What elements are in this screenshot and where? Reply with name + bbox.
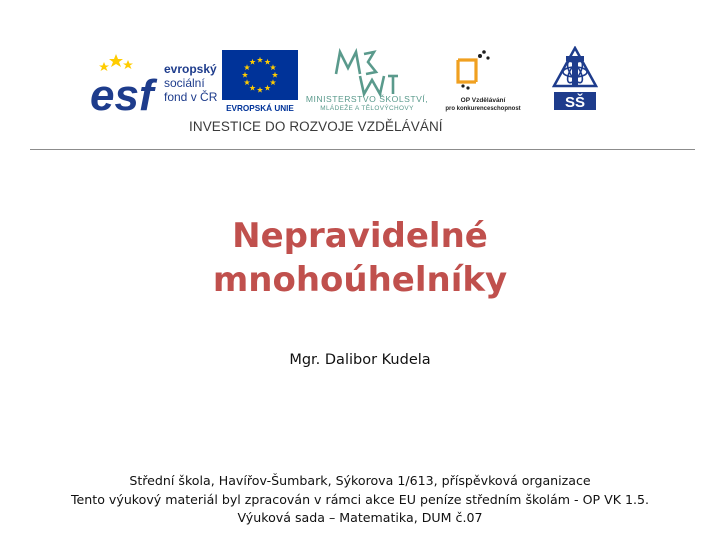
msmt-logo xyxy=(302,46,432,112)
op-line-1: OP Vzdělávání xyxy=(460,97,506,104)
esf-logo xyxy=(88,50,218,114)
op-line-2: pro konkurenceschopnost xyxy=(445,106,521,112)
footer-line-2: Tento výukový materiál byl zpracován v rámci akce EU peníze středním školám - OP VK 1.5. xyxy=(70,491,650,507)
eu-flag-logo xyxy=(222,50,298,114)
school-label: SŠ xyxy=(564,94,586,111)
msmt-line-1: MINISTERSTVO ŠKOLSTVÍ, xyxy=(305,94,429,104)
header-divider xyxy=(30,149,695,150)
esf-line-1: evropský xyxy=(164,62,217,76)
footer-line-1: Střední škola, Havířov-Šumbark, Sýkorova 1/613, příspěvková organizace xyxy=(129,473,591,488)
op-logo xyxy=(438,48,528,114)
slide-title-line-2: mnohoúhelníky xyxy=(212,260,508,300)
slide-title-line-1: Nepravidelné xyxy=(232,216,488,256)
logo-bar xyxy=(0,0,720,150)
funding-caption: INVESTICE DO ROZVOJE VZDĚLÁVÁNÍ xyxy=(189,119,443,134)
eu-label: EVROPSKÁ UNIE xyxy=(226,104,294,113)
footer-line-3: Výuková sada – Matematika, DUM č.07 xyxy=(237,510,483,525)
slide-title xyxy=(0,214,720,302)
svg-text:esf: esf xyxy=(90,71,154,114)
footer-text xyxy=(0,472,720,528)
author-name: Mgr. Dalibor Kudela xyxy=(289,352,431,368)
msmt-line-2: MLÁDEŽE A TĚLOVÝCHOVY xyxy=(320,105,414,112)
esf-line-2: sociální xyxy=(164,76,205,90)
esf-line-3: fond v ČR xyxy=(164,90,218,104)
school-logo xyxy=(552,46,598,114)
